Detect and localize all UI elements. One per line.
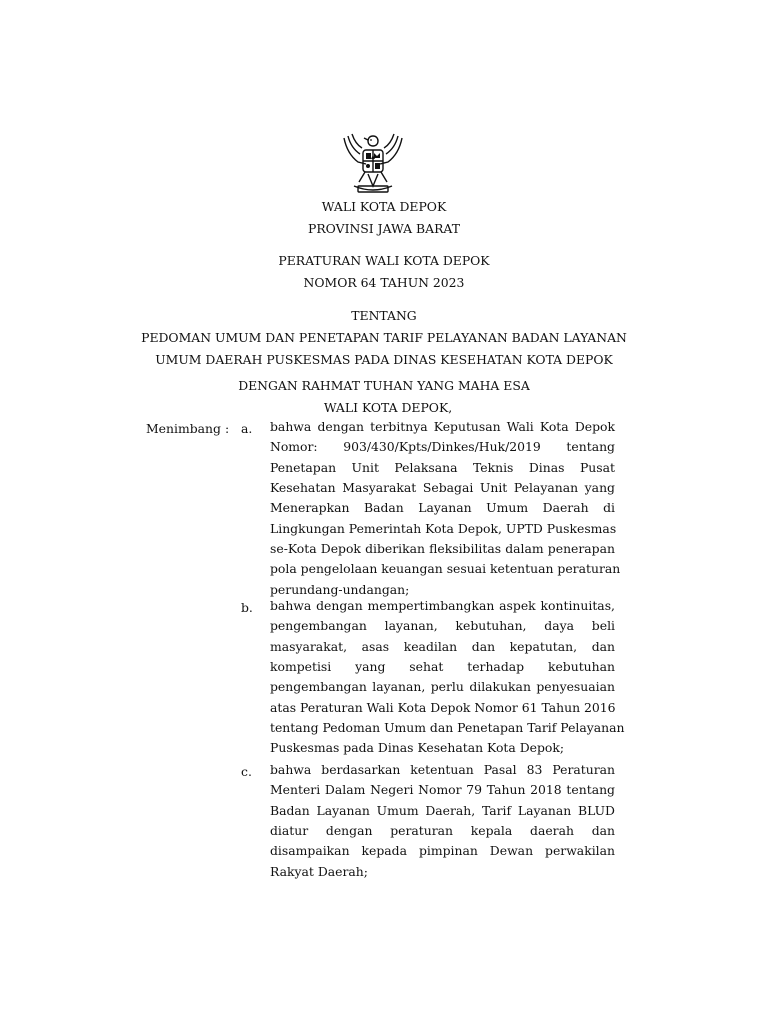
item-letter-a: a. [241, 421, 253, 436]
paragraph-line: pengembangan layanan, kebutuhan, daya beli [270, 618, 615, 634]
item-paragraph-b [270, 596, 625, 759]
paragraph-line: bahwa dengan mempertimbangkan aspek kontinuitas, [270, 598, 615, 613]
considering-label: Menimbang [146, 421, 221, 436]
regulation-title: PERATURAN WALI KOTA DEPOK [278, 253, 490, 268]
regulation-block [0, 250, 768, 294]
issuer-title: WALI KOTA DEPOK [321, 199, 447, 214]
paragraph-line: Puskesmas pada Dinas Kesehatan Kota Depok; [270, 740, 565, 756]
paragraph-line: bahwa dengan terbitnya Keputusan Wali Kota Depok [270, 419, 615, 434]
paragraph-line: tentang Pedoman Umum dan Penetapan Tarif Pelayanan [270, 720, 625, 736]
paragraph-line: Penetapan Unit Pelaksana Teknis Dinas Pusat [270, 459, 615, 475]
considering-colon: : [225, 421, 230, 436]
regulation-number: NOMOR 64 TAHUN 2023 [303, 275, 465, 290]
paragraph-line: Menerapkan Badan Layanan Umum Daerah di [270, 500, 615, 516]
paragraph-line: se-Kota Depok diberikan fleksibilitas dalam penerapan [270, 541, 615, 557]
subject-block [0, 305, 768, 371]
item-paragraph-a [270, 417, 621, 600]
paragraph-line: pengembangan layanan, perlu dilakukan penyesuaian [270, 679, 615, 695]
paragraph-line: pola pengelolaan keuangan sesuai ketentuan peraturan [270, 561, 621, 577]
paragraph-line: Lingkungan Pemerintah Kota Depok, UPTD Puskesmas [270, 520, 617, 536]
paragraph-line: Badan Layanan Umum Daerah, Tarif Layanan BLUD [270, 802, 615, 818]
paragraph-line: Rakyat Daerah; [270, 863, 368, 879]
paragraph-line: atas Peraturan Wali Kota Depok Nomor 61 Tahun 2016 [270, 699, 616, 715]
item-letter-c: c. [241, 764, 252, 779]
grace-line: DENGAN RAHMAT TUHAN YANG MAHA ESA [238, 378, 530, 393]
subject-line-2: UMUM DAERAH PUSKESMAS PADA DINAS KESEHATAN KOTA DEPOK [155, 352, 613, 367]
item-letter-b: b. [241, 600, 253, 615]
about-heading: TENTANG [351, 308, 417, 323]
preamble-block [0, 375, 768, 419]
paragraph-line: kompetisi yang sehat terhadap kebutuhan [270, 659, 615, 675]
paragraph-line: Kesehatan Masyarakat Sebagai Unit Pelayanan yang [270, 480, 615, 496]
garuda-emblem-icon [338, 128, 408, 196]
issuer-province: PROVINSI JAWA BARAT [308, 221, 460, 236]
paragraph-line: perundang-undangan; [270, 581, 410, 597]
paragraph-line: masyarakat, asas keadilan dan kepatutan, dan [270, 638, 615, 654]
authority-line: WALI KOTA DEPOK, [323, 400, 453, 415]
paragraph-line: Menteri Dalam Negeri Nomor 79 Tahun 2018 tentang [270, 782, 615, 798]
paragraph-line: disampaikan kepada pimpinan Dewan perwakilan [270, 843, 615, 859]
paragraph-line: bahwa berdasarkan ketentuan Pasal 83 Peraturan [270, 762, 615, 777]
item-paragraph-c [270, 760, 615, 882]
subject-line-1: PEDOMAN UMUM DAN PENETAPAN TARIF PELAYANAN BADAN LAYANAN [141, 330, 627, 345]
issuer-block [0, 196, 768, 240]
paragraph-line: Nomor: 903/430/Kpts/Dinkes/Huk/2019 tentang [270, 439, 615, 455]
paragraph-line: diatur dengan peraturan kepala daerah dan [270, 823, 615, 839]
